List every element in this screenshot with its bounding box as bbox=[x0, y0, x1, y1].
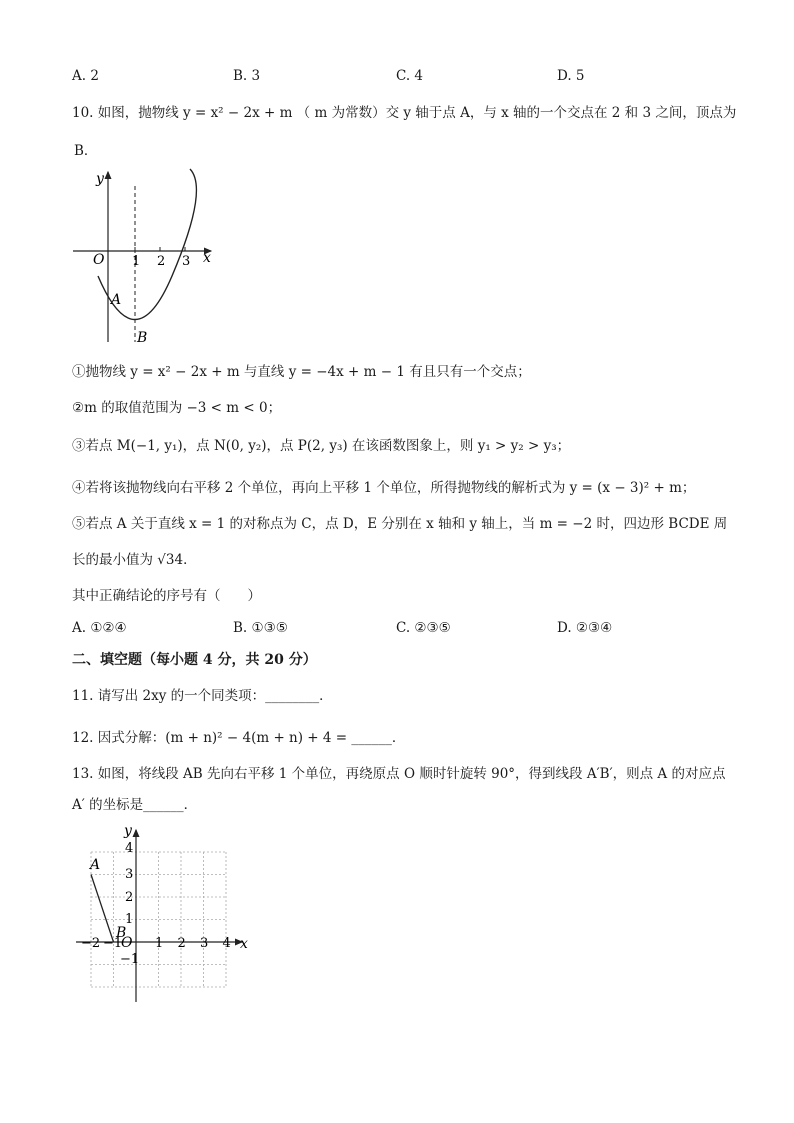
q10-option-a: A. ①②④ bbox=[72, 620, 127, 636]
q10-statement-3: ③若点 M(−1, y₁)，点 N(0, y₂)，点 P(2, y₃) 在该函数图象上，则 y₁ > y₂ > y₃； bbox=[72, 438, 571, 454]
q10-origin-label: O bbox=[93, 252, 105, 268]
q13-point-b: B bbox=[116, 925, 127, 941]
q10-statement-4: ④若将该抛物线向右平移 2 个单位，再向上平移 1 个单位，所得抛物线的解析式为 y = (x − 3)² + m； bbox=[72, 480, 696, 496]
q13-y-label: y bbox=[124, 823, 132, 839]
q12-text: 12. 因式分解：(m + n)² − 4(m + n) + 4 = ______． bbox=[72, 730, 406, 746]
q13-ytick-neg1: −1 bbox=[120, 952, 140, 967]
q10-y-label: y bbox=[96, 171, 104, 187]
q13-xtick-1: 1 bbox=[155, 936, 164, 951]
q13-xtick-2: 2 bbox=[177, 936, 186, 951]
q13-xtick-neg1: −1 bbox=[103, 936, 123, 951]
q10-statement-1: ①抛物线 y = x² − 2x + m 与直线 y = −4x + m − 1 有且只有一个交点； bbox=[72, 364, 531, 380]
q10-question: 其中正确结论的序号有（ ） bbox=[72, 588, 261, 604]
q13-origin-label: O bbox=[121, 935, 133, 951]
q10-stem-line2: B． bbox=[74, 143, 98, 159]
q13-point-a: A bbox=[90, 857, 101, 873]
q13-stem-line1: 13. 如图，将线段 AB 先向右平移 1 个单位，再绕原点 O 顺时针旋转 90°，得到线段 A′B′，则点 A 的对应点 bbox=[72, 766, 726, 782]
q10-x-label: x bbox=[203, 250, 211, 266]
q9-option-b: B. 3 bbox=[233, 68, 261, 84]
q9-option-d: D. 5 bbox=[557, 68, 585, 84]
q10-statement-5a: ⑤若点 A 关于直线 x = 1 的对称点为 C，点 D，E 分别在 x 轴和 y 轴上，当 m = −2 时，四边形 BCDE 周 bbox=[72, 516, 728, 532]
q13-ytick-3: 3 bbox=[125, 867, 134, 882]
q13-ytick-4: 4 bbox=[125, 841, 134, 856]
q13-ytick-1: 1 bbox=[125, 912, 134, 927]
q11-text: 11. 请写出 2xy 的一个同类项：________． bbox=[72, 688, 333, 704]
section-title-fill-in: 二、填空题（每小题 4 分，共 20 分） bbox=[72, 652, 317, 668]
q10-tick-3: 3 bbox=[182, 254, 191, 269]
q9-option-c: C. 4 bbox=[396, 68, 424, 84]
q10-option-d: D. ②③④ bbox=[557, 620, 613, 636]
q10-statement-2: ②m 的取值范围为 −3 < m < 0； bbox=[72, 400, 282, 416]
q10-option-c: C. ②③⑤ bbox=[396, 620, 451, 636]
q13-stem-line2: A′ 的坐标是______． bbox=[72, 797, 198, 813]
q10-statement-5b: 长的最小值为 √34． bbox=[72, 552, 197, 568]
q10-tick-2: 2 bbox=[157, 254, 166, 269]
q10-parabola-graph bbox=[68, 164, 228, 348]
q10-point-b: B bbox=[137, 330, 148, 346]
q9-option-a: A. 2 bbox=[72, 68, 99, 84]
q13-segment-ab bbox=[91, 875, 114, 943]
q13-ytick-2: 2 bbox=[125, 890, 134, 905]
q13-grid-graph bbox=[70, 822, 255, 1006]
q13-xtick-3: 3 bbox=[200, 936, 209, 951]
q10-stem-line1: 10. 如图，抛物线 y = x² − 2x + m （ m 为常数）交 y 轴于点 A，与 x 轴的一个交点在 2 和 3 之间，顶点为 bbox=[72, 105, 737, 121]
q13-x-label: x bbox=[240, 936, 248, 952]
q10-tick-1: 1 bbox=[132, 254, 141, 269]
q10-option-b: B. ①③⑤ bbox=[233, 620, 288, 636]
q10-point-a: A bbox=[111, 292, 122, 308]
q13-xtick-4: 4 bbox=[222, 936, 231, 951]
q13-xtick-neg2: −2 bbox=[81, 936, 101, 951]
